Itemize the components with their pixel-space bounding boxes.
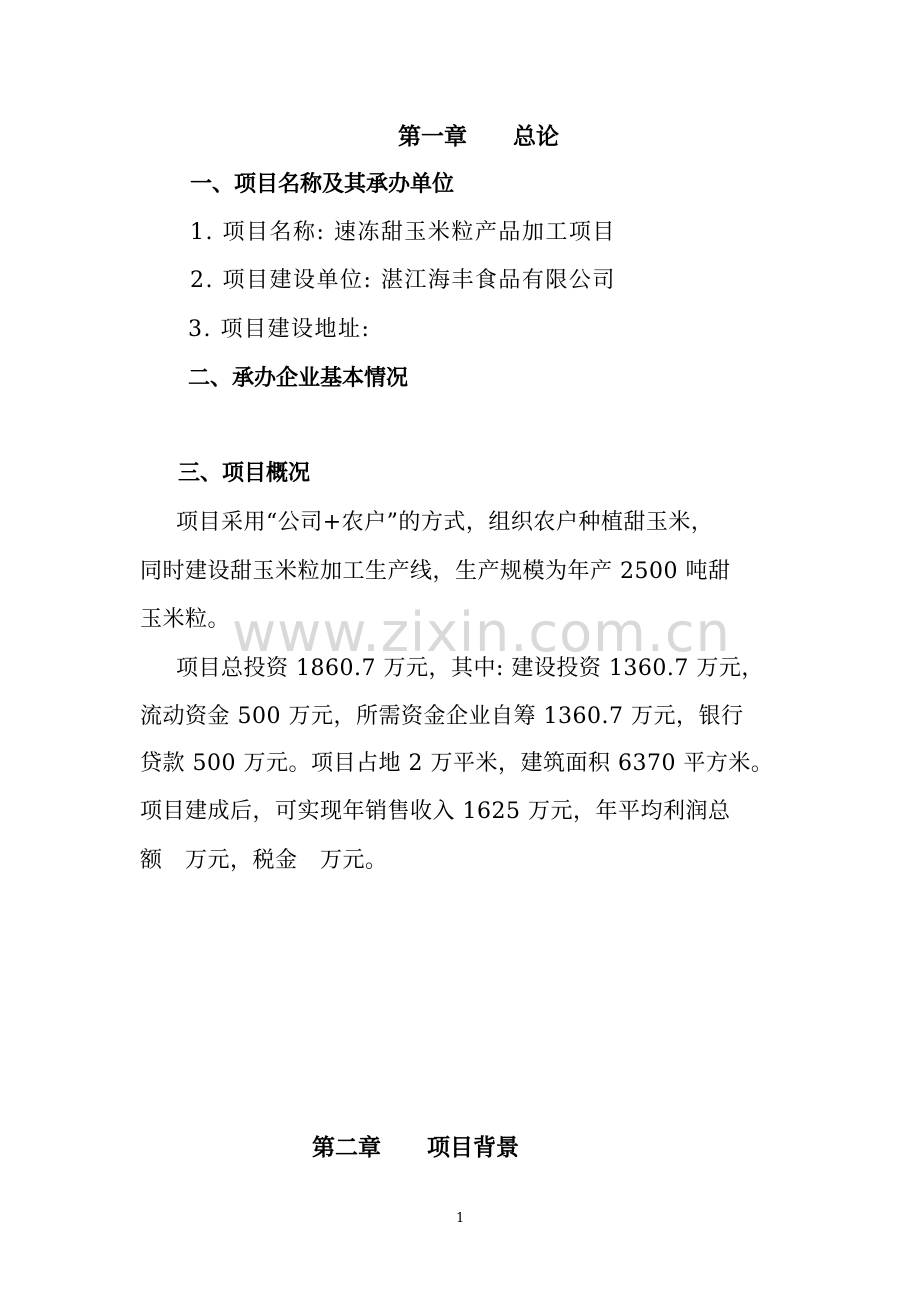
page-number: 1 xyxy=(456,1211,465,1226)
paragraph-line: 流动资金 500 万元，所需资金企业自筹 1360.7 万元，银行 xyxy=(140,704,744,729)
paragraph-line: 项目总投资 1860.7 万元，其中: 建设投资 1360.7 万元， xyxy=(176,656,764,681)
watermark: www.zixin.com.cn xyxy=(232,601,731,664)
section-2-heading: 二、承办企业基本情况 xyxy=(188,366,409,391)
section-3-heading: 三、项目概况 xyxy=(178,461,311,486)
project-name-item: 1. 项目名称: 速冻甜玉米粒产品加工项目 xyxy=(190,220,616,245)
paragraph-line: 额 万元，税金 万元。 xyxy=(140,848,388,873)
paragraph-line: 贷款 500 万元。项目占地 2 万平米，建筑面积 6370 平方米。 xyxy=(140,751,774,776)
paragraph-line: 玉米粒。 xyxy=(140,607,231,632)
section-1-heading: 一、项目名称及其承办单位 xyxy=(190,172,455,197)
chapter-1-title: 第一章 总论 xyxy=(398,124,559,150)
chapter-2-title: 第二章 项目背景 xyxy=(312,1135,519,1161)
project-unit-item: 2. 项目建设单位: 湛江海丰食品有限公司 xyxy=(190,268,616,293)
project-address-item: 3. 项目建设地址: xyxy=(188,317,371,342)
paragraph-line: 项目采用“公司+农户”的方式，组织农户种植甜玉米， xyxy=(176,510,714,535)
paragraph-line: 同时建设甜玉米粒加工生产线，生产规模为年产 2500 吨甜 xyxy=(140,559,731,584)
paragraph-line: 项目建成后，可实现年销售收入 1625 万元，年平均利润总 xyxy=(140,799,731,824)
